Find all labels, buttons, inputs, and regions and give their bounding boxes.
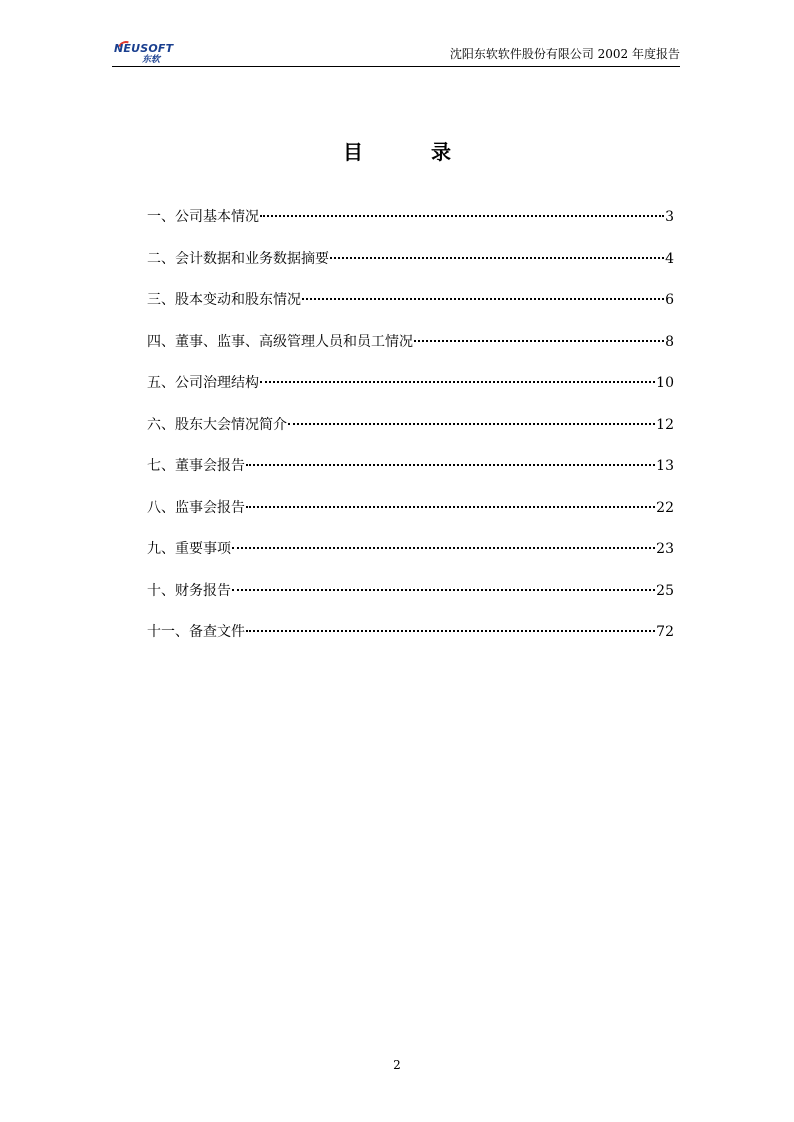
- toc-entry[interactable]: [147, 372, 674, 414]
- report-title: 沈阳东软软件股份有限公司 2002 年度报告: [449, 47, 680, 61]
- dot-leader: [232, 589, 655, 591]
- toc-heading-char-1: 目: [343, 140, 363, 164]
- toc-entry-label: 四、董事、监事、高级管理人员和员工情况: [147, 333, 413, 350]
- dot-leader: [246, 630, 655, 632]
- dot-leader: [302, 298, 664, 300]
- toc-entry-label: 十一、备查文件: [147, 624, 245, 640]
- toc-entry[interactable]: [147, 289, 674, 331]
- logo-text-en: NEUSOFT: [114, 42, 174, 55]
- toc-entry-label: 十、财务报告: [147, 582, 231, 599]
- toc-entry-page: 23: [656, 541, 674, 557]
- toc-entry-label: 七、董事会报告: [147, 458, 245, 474]
- toc-entry-label: 五、公司治理结构: [147, 375, 259, 391]
- dot-leader: [246, 506, 655, 508]
- page-number: 2: [393, 1058, 401, 1072]
- toc-entry[interactable]: [147, 331, 674, 373]
- toc-entry-label: 一、公司基本情况: [147, 209, 259, 225]
- dot-leader: [260, 381, 655, 383]
- toc-entry[interactable]: [147, 248, 674, 290]
- toc-heading: [0, 136, 794, 165]
- toc-entry[interactable]: [147, 455, 674, 497]
- toc-entry-page: 10: [656, 375, 674, 391]
- toc-entry-page: 4: [665, 250, 674, 267]
- dot-leader: [288, 423, 655, 425]
- dot-leader: [246, 464, 655, 466]
- logo-text-cn: 东软: [142, 55, 161, 65]
- toc-entry[interactable]: [147, 497, 674, 539]
- toc-entry-page: 25: [656, 582, 674, 599]
- neusoft-logo: [112, 40, 178, 64]
- toc-entry-page: 22: [656, 499, 674, 516]
- toc-entry-page: 8: [665, 333, 674, 350]
- toc-entry-page: 3: [665, 209, 674, 225]
- toc-entry[interactable]: [147, 414, 674, 456]
- dot-leader: [260, 215, 664, 217]
- toc-entry-label: 九、重要事项: [147, 541, 231, 557]
- toc-entry-page: 13: [656, 458, 674, 474]
- toc-entry-page: 6: [665, 292, 674, 308]
- toc-entry-label: 六、股东大会情况简介: [147, 416, 287, 433]
- toc-heading-char-2: 录: [431, 140, 451, 164]
- dot-leader: [232, 547, 655, 549]
- toc-entry-page: 12: [656, 416, 674, 433]
- toc-entry[interactable]: [147, 621, 674, 663]
- toc-entry-label: 三、股本变动和股东情况: [147, 292, 301, 308]
- toc-entry[interactable]: [147, 206, 674, 248]
- dot-leader: [414, 340, 664, 342]
- dot-leader: [330, 257, 664, 259]
- toc-entry-label: 二、会计数据和业务数据摘要: [147, 250, 329, 267]
- page-header: [112, 40, 680, 67]
- toc-entry[interactable]: [147, 580, 674, 622]
- toc-entry[interactable]: [147, 538, 674, 580]
- toc-entry-page: 72: [656, 624, 674, 640]
- table-of-contents: [147, 206, 674, 663]
- toc-entry-label: 八、监事会报告: [147, 499, 245, 516]
